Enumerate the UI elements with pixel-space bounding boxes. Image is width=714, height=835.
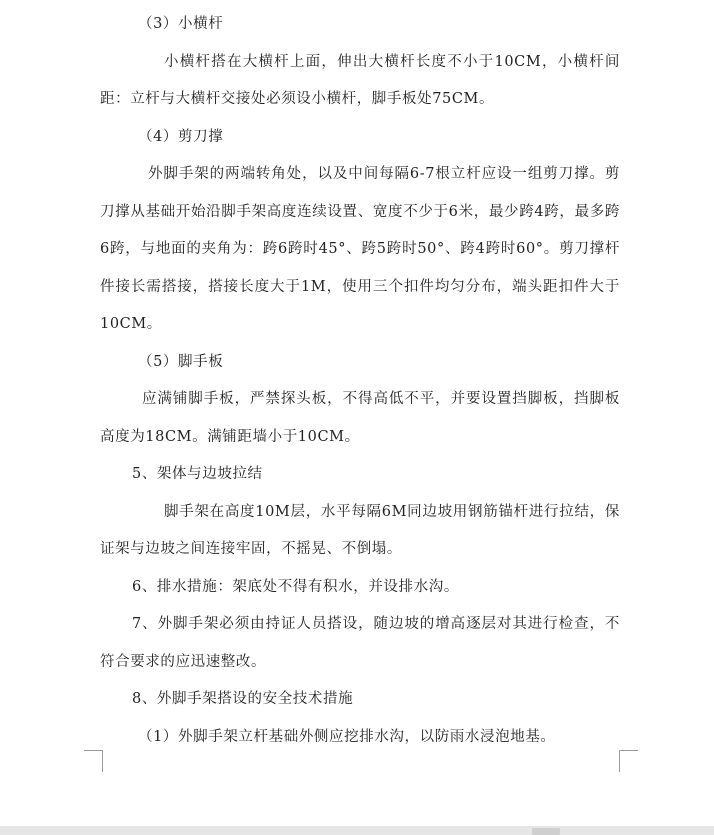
heading-small-crossbar: （3）小横杆 [138, 16, 224, 32]
paragraph-small-crossbar: 小横杆搭在大横杆上面，伸出大横杆长度不小于10CM，小横杆间距：立杆与大横杆交接处必须设小横杆，脚手板处75CM。 [100, 53, 620, 107]
heading-safety-measures: 8、外脚手架搭设的安全技术措施 [132, 691, 354, 707]
paragraph-drainage: 6、排水措施：架底处不得有积水，并设排水沟。 [132, 578, 459, 595]
scrollbar-thumb[interactable] [532, 828, 560, 835]
document-body [100, 6, 620, 756]
heading-slope-tie: 5、架体与边坡拉结 [132, 466, 263, 482]
page-margin-corner-right [619, 750, 638, 772]
heading-scissor-brace: （4）剪刀撑 [138, 128, 224, 145]
paragraph-scissor-brace: 外脚手架的两端转角处，以及中间每隔6-7根立杆应设一组剪刀撑。剪刀撑从基础开始沿脚手架高度连续设置、宽度不少于6米，最少跨4跨，最多跨6跨，与地面的夹角为：跨6跨时45°、跨5跨时50°、跨4跨时60°。剪刀撑杆件接长需搭接，搭接长度大于1M，使用三个扣件均匀分布，端头距扣件大于10CM。 [100, 166, 620, 332]
paragraph-drainage-ditch: （1）外脚手架立杆基础外侧应挖排水沟，以防雨水浸泡地基。 [138, 728, 556, 745]
heading-scaffold-board: （5）脚手板 [138, 353, 224, 370]
horizontal-scrollbar[interactable] [0, 826, 714, 835]
paragraph-slope-tie: 脚手架在高度10M层，水平每隔6M同边坡用钢筋锚杆进行拉结，保证架与边坡之间连接牢固，不摇晃、不倒塌。 [100, 503, 620, 557]
page-margin-corner-left [84, 750, 103, 772]
paragraph-certified-personnel: 7、外脚手架必须由持证人员搭设，随边坡的增高逐层对其进行检查，不符合要求的应迅速整改。 [100, 616, 620, 670]
paragraph-scaffold-board: 应满铺脚手板，严禁探头板，不得高低不平，并要设置挡脚板，挡脚板高度为18CM。满铺距墙小于10CM。 [100, 391, 620, 445]
